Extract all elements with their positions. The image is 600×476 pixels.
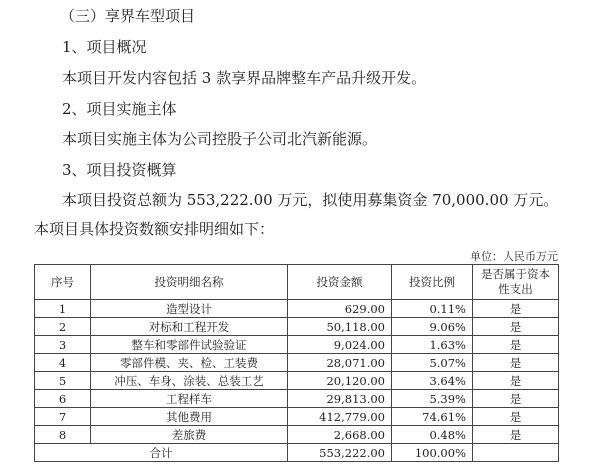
header-capital: 是否属于资本性支出	[473, 265, 559, 300]
cell-name: 其他费用	[91, 408, 288, 426]
cell-name: 对标和工程开发	[91, 318, 288, 336]
cell-ratio: 1.63%	[392, 336, 473, 354]
table-row	[35, 372, 559, 390]
section-title: （三）享界车型项目	[60, 7, 196, 25]
paragraph-detail-intro: 本项目具体投资数额安排明细如下：	[34, 220, 275, 238]
paragraph-overview: 本项目开发内容包括 3 款享界品牌整车产品升级开发。	[62, 69, 427, 87]
cell-capital: 是	[473, 408, 559, 426]
table-row	[35, 336, 559, 354]
cell-capital: 是	[473, 354, 559, 372]
table-row	[35, 318, 559, 336]
table-row	[35, 426, 559, 444]
cell-no: 8	[35, 426, 91, 444]
cell-no: 7	[35, 408, 91, 426]
cell-ratio: 0.11%	[392, 300, 473, 318]
paragraph-budget: 本项目投资总额为 553,222.00 万元，拟使用募集资金 70,000.00 万元。	[62, 191, 559, 209]
cell-no: 3	[35, 336, 91, 354]
cell-name: 工程样车	[91, 390, 288, 408]
cell-no: 6	[35, 390, 91, 408]
heading-implementer: 2、项目实施主体	[62, 100, 177, 118]
header-no: 序号	[35, 265, 91, 300]
cell-no: 5	[35, 372, 91, 390]
cell-capital: 是	[473, 372, 559, 390]
cell-ratio: 5.07%	[392, 354, 473, 372]
table-row	[35, 354, 559, 372]
cell-ratio: 74.61%	[392, 408, 473, 426]
cell-amount: 412,779.00	[288, 408, 392, 426]
total-ratio: 100.00%	[392, 444, 473, 462]
table-row	[35, 300, 559, 318]
heading-overview: 1、项目概况	[62, 38, 147, 56]
total-amount: 553,222.00	[288, 444, 392, 462]
total-label: 合计	[35, 444, 288, 462]
cell-name: 零部件模、夹、检、工装费	[91, 354, 288, 372]
cell-capital: 是	[473, 318, 559, 336]
table-row	[35, 390, 559, 408]
investment-table	[34, 264, 559, 462]
cell-capital: 是	[473, 336, 559, 354]
cell-capital: 是	[473, 390, 559, 408]
cell-name: 造型设计	[91, 300, 288, 318]
cell-capital: 是	[473, 426, 559, 444]
cell-amount: 50,118.00	[288, 318, 392, 336]
cell-amount: 9,024.00	[288, 336, 392, 354]
header-amount: 投资金额	[288, 265, 392, 300]
table-row	[35, 408, 559, 426]
cell-name: 差旅费	[91, 426, 288, 444]
cell-ratio: 9.06%	[392, 318, 473, 336]
heading-budget: 3、项目投资概算	[62, 161, 177, 179]
cell-amount: 629.00	[288, 300, 392, 318]
cell-amount: 20,120.00	[288, 372, 392, 390]
cell-name: 整车和零部件试验验证	[91, 336, 288, 354]
header-ratio: 投资比例	[392, 265, 473, 300]
cell-no: 1	[35, 300, 91, 318]
cell-ratio: 5.39%	[392, 390, 473, 408]
cell-ratio: 0.48%	[392, 426, 473, 444]
total-capital	[473, 444, 559, 462]
cell-ratio: 3.64%	[392, 372, 473, 390]
cell-capital: 是	[473, 300, 559, 318]
cell-no: 4	[35, 354, 91, 372]
cell-amount: 29,813.00	[288, 390, 392, 408]
cell-name: 冲压、车身、涂装、总装工艺	[91, 372, 288, 390]
paragraph-implementer: 本项目实施主体为公司控股子公司北汽新能源。	[62, 130, 378, 148]
table-total-row	[35, 444, 559, 462]
unit-label: 单位：人民币万元	[470, 250, 558, 263]
cell-no: 2	[35, 318, 91, 336]
header-name: 投资明细名称	[91, 265, 288, 300]
table-header-row	[35, 265, 559, 300]
cell-amount: 2,668.00	[288, 426, 392, 444]
cell-amount: 28,071.00	[288, 354, 392, 372]
